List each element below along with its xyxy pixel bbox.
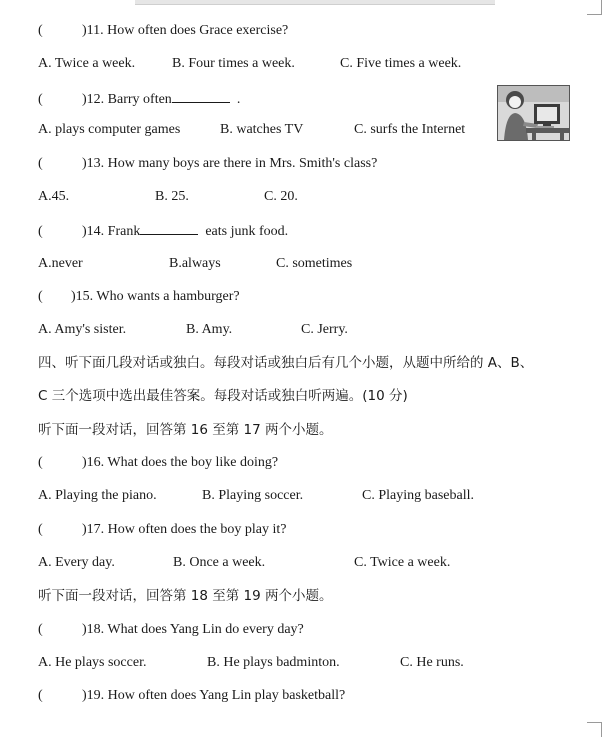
option-c: C. 20. <box>264 189 298 204</box>
question-stem: )18. What does Yang Lin do every day? <box>82 622 304 637</box>
question-11-options <box>38 53 558 75</box>
question-19 <box>38 685 345 707</box>
question-17-options <box>38 552 468 574</box>
question-stem-end: eats junk food. <box>205 224 289 239</box>
option-b: B. 25. <box>155 189 189 204</box>
option-a: A. Every day. <box>38 555 115 570</box>
answer-paren: ( <box>38 455 43 470</box>
question-stem: )15. Who wants a hamburger? <box>71 289 240 304</box>
page-corner-mark-bottom <box>587 722 602 737</box>
question-stem: )19. How often does Yang Lin play basketball? <box>82 688 346 703</box>
option-b: B. Playing soccer. <box>202 488 304 503</box>
option-a: A. He plays soccer. <box>38 655 147 670</box>
question-14-options <box>38 253 368 275</box>
fill-blank <box>140 219 198 235</box>
option-b: B.always <box>169 256 221 271</box>
answer-paren: ( <box>38 224 43 239</box>
question-11 <box>38 20 288 42</box>
dialog-1-instruction: 听下面一段对话，回答第 16 至第 17 两个小题。 <box>38 422 333 438</box>
question-12-options <box>38 119 488 141</box>
question-stem: )17. How often does the boy play it? <box>82 522 287 537</box>
section-4-heading-line-2: C 三个选项中选出最佳答案。每段对话或独白听两遍。(10 分) <box>38 388 408 404</box>
boy-at-computer-illustration <box>497 85 570 141</box>
question-stem: )14. Frank <box>82 224 141 239</box>
question-16-options <box>38 485 498 507</box>
question-14 <box>38 219 288 241</box>
question-13 <box>38 153 377 175</box>
option-b: B. Amy. <box>186 322 233 337</box>
answer-paren: ( <box>38 23 43 38</box>
option-b: B. He plays badminton. <box>207 655 340 670</box>
question-13-options <box>38 186 338 208</box>
question-stem: )12. Barry often <box>82 92 172 107</box>
option-c: C. surfs the Internet <box>354 122 466 137</box>
option-b: B. Once a week. <box>173 555 266 570</box>
option-c: C. Jerry. <box>301 322 348 337</box>
section-4-heading-line-1: 四、听下面几段对话或独白。每段对话或独白后有几个小题，从题中所给的 A、B、 <box>38 355 534 371</box>
question-15-options <box>38 319 368 341</box>
question-15 <box>38 286 240 308</box>
page-corner-mark-top <box>587 0 602 15</box>
fill-blank <box>172 87 230 103</box>
option-a: A. plays computer games <box>38 122 181 137</box>
answer-paren: ( <box>38 622 43 637</box>
answer-paren: ( <box>38 156 43 171</box>
question-12 <box>38 87 240 109</box>
answer-paren: ( <box>38 688 43 703</box>
option-b: B. watches TV <box>220 122 304 137</box>
question-stem: )16. What does the boy like doing? <box>82 455 279 470</box>
option-c: C. sometimes <box>276 256 353 271</box>
option-c: C. Twice a week. <box>354 555 451 570</box>
option-c: C. Playing baseball. <box>362 488 474 503</box>
question-18 <box>38 619 304 641</box>
question-17 <box>38 519 287 541</box>
question-16 <box>38 452 278 474</box>
question-stem-end: . <box>236 92 241 107</box>
question-stem: )13. How many boys are there in Mrs. Smith's class? <box>82 156 378 171</box>
option-a: A. Twice a week. <box>38 56 136 71</box>
option-c: C. He runs. <box>400 655 464 670</box>
option-a: A. Playing the piano. <box>38 488 157 503</box>
question-18-options <box>38 652 478 674</box>
top-scroll-edge <box>135 0 495 5</box>
option-b: B. Four times a week. <box>172 56 295 71</box>
answer-paren: ( <box>38 289 43 304</box>
option-a: A. Amy's sister. <box>38 322 127 337</box>
option-a: A.never <box>38 256 83 271</box>
answer-paren: ( <box>38 92 43 107</box>
dialog-2-instruction: 听下面一段对话，回答第 18 至第 19 两个小题。 <box>38 588 333 604</box>
option-a: A.45. <box>38 189 70 204</box>
option-c: C. Five times a week. <box>340 56 462 71</box>
question-stem: )11. How often does Grace exercise? <box>82 23 289 38</box>
answer-paren: ( <box>38 522 43 537</box>
